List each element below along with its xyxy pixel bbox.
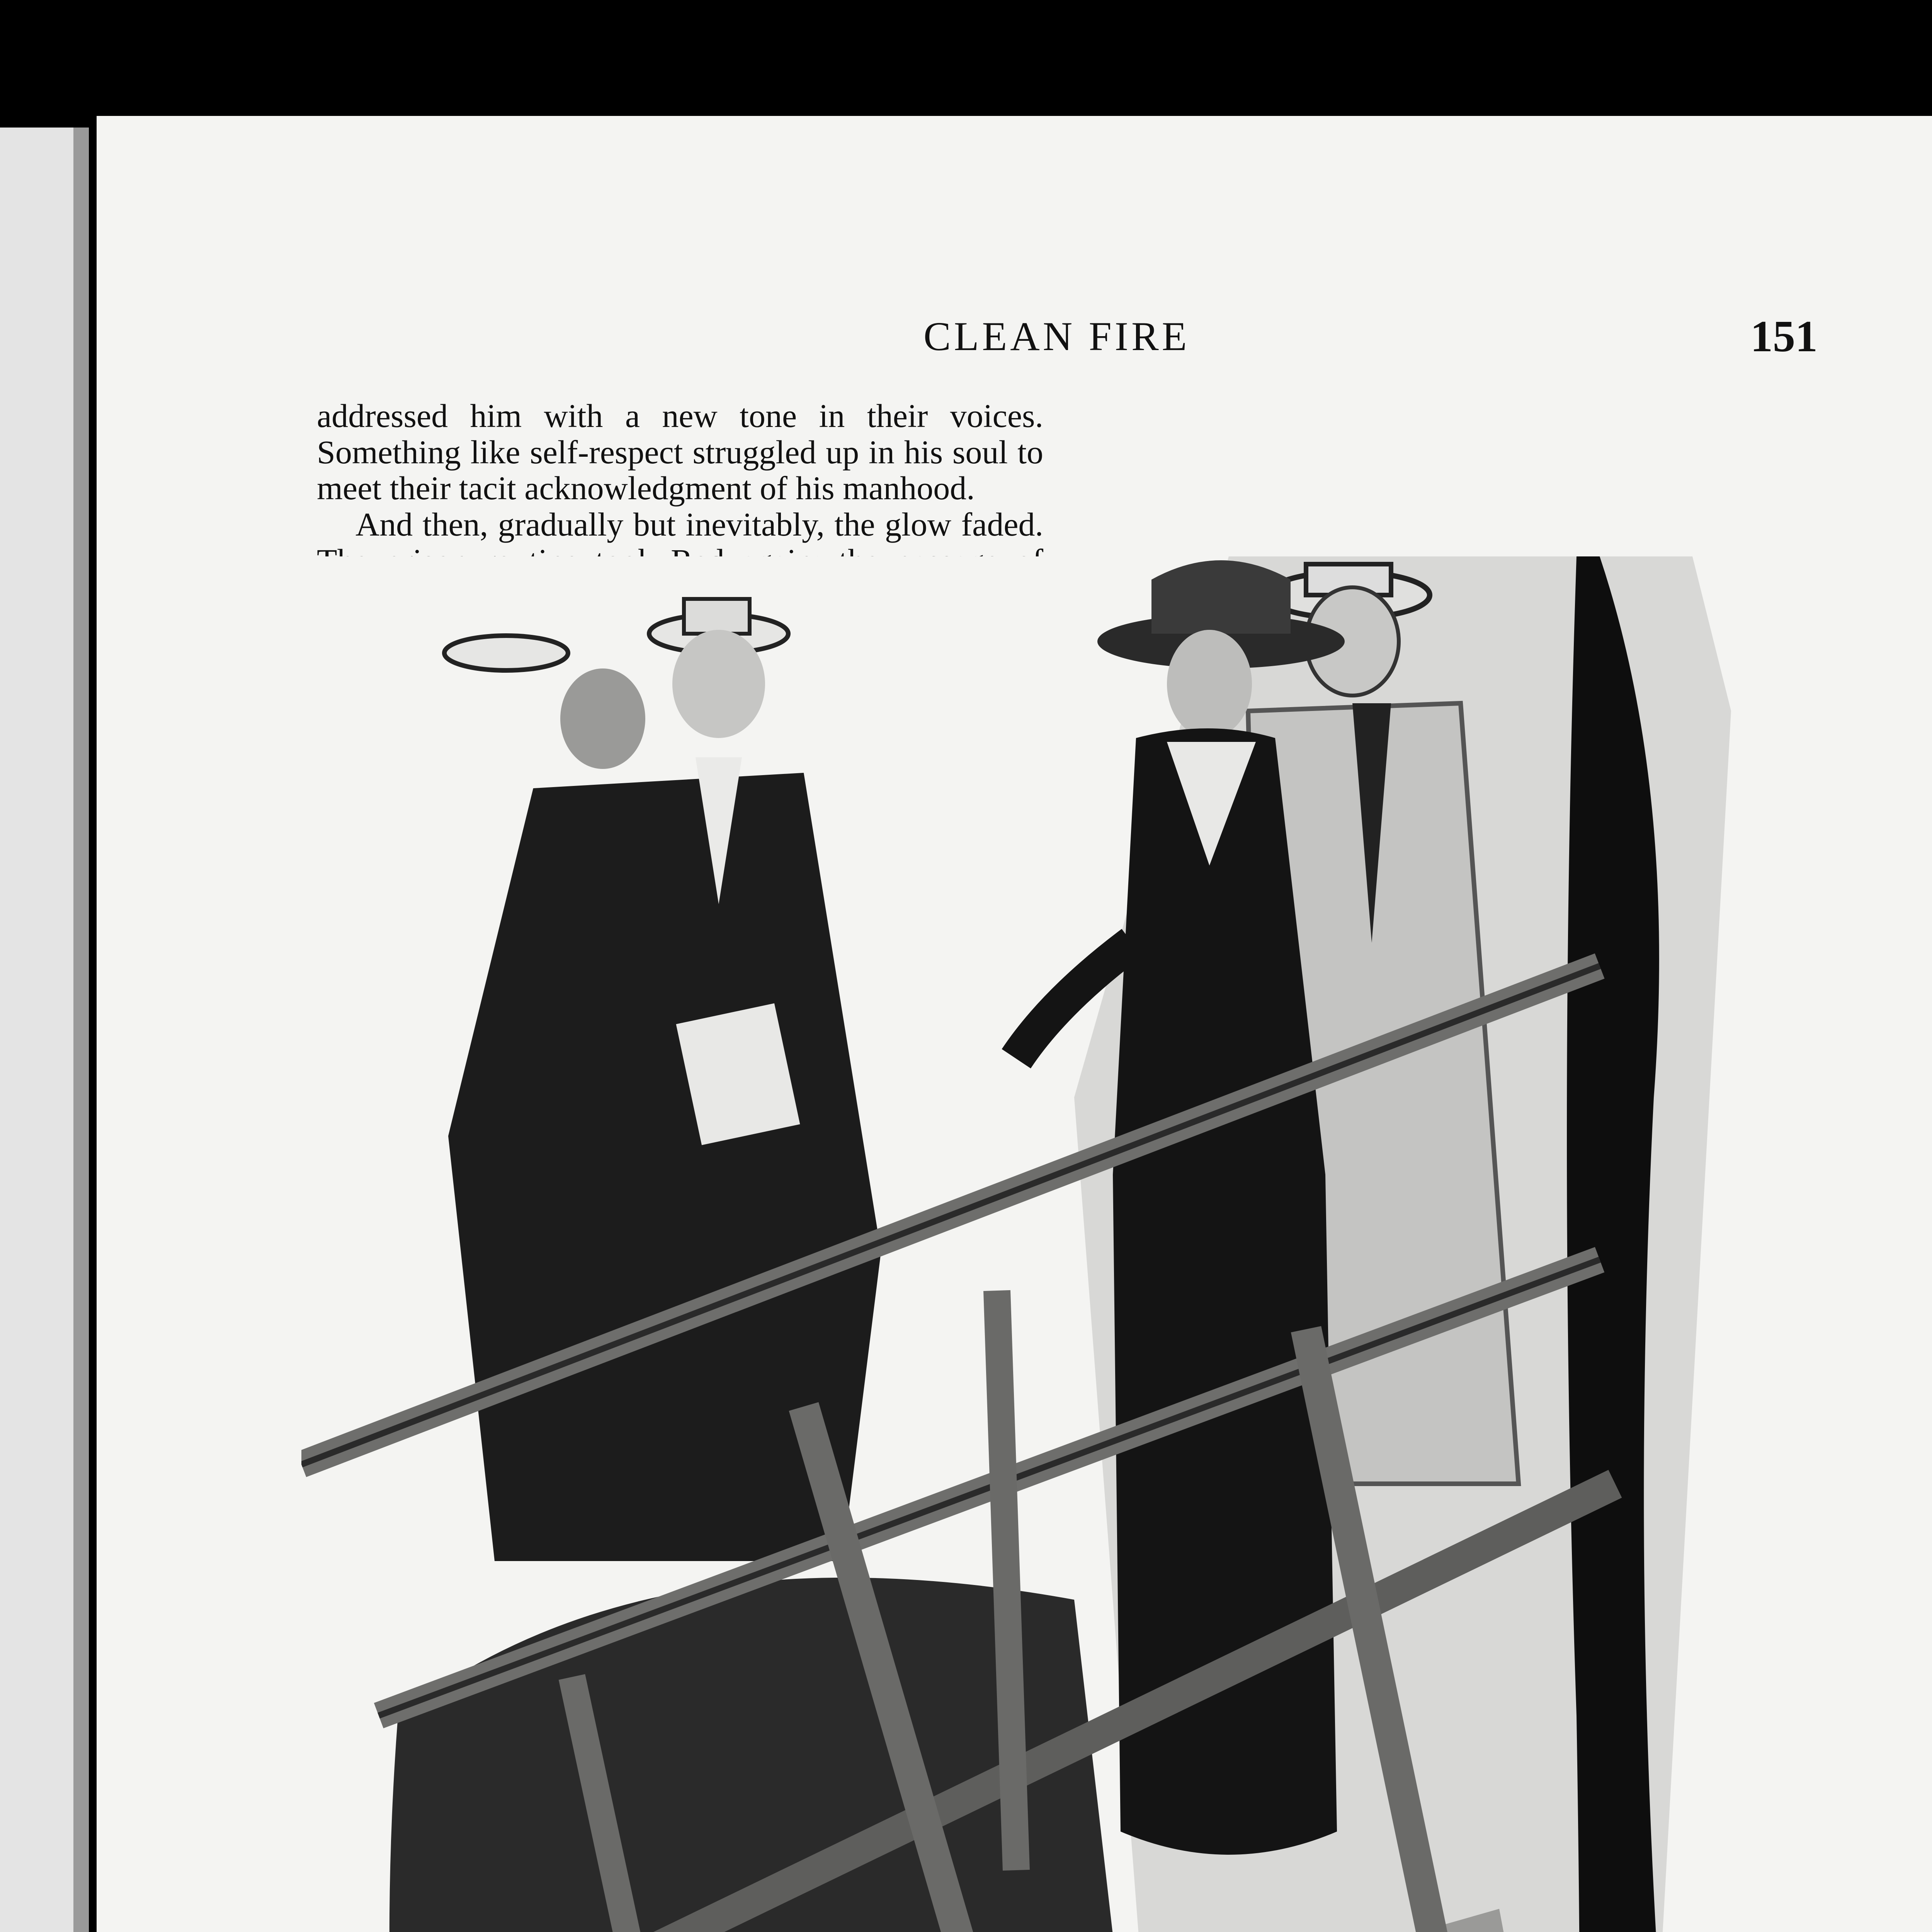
paragraph-1: addressed him with a new tone in their voices. Something like self-respect struggled up in his soul to meet their tacit acknowledgment of his manhood.: [317, 397, 1043, 507]
gangplank-scene-drawing: [301, 556, 1777, 1932]
story-illustration: [301, 556, 1777, 1932]
page-number: 151: [1750, 312, 1818, 361]
running-header-title: CLEAN FIRE: [923, 314, 1190, 359]
facing-page-edge: [0, 128, 85, 1932]
book-gutter: [73, 128, 89, 1932]
paragraph-2: And then, gradually but inevitably, the glow faded.: [355, 506, 1043, 543]
